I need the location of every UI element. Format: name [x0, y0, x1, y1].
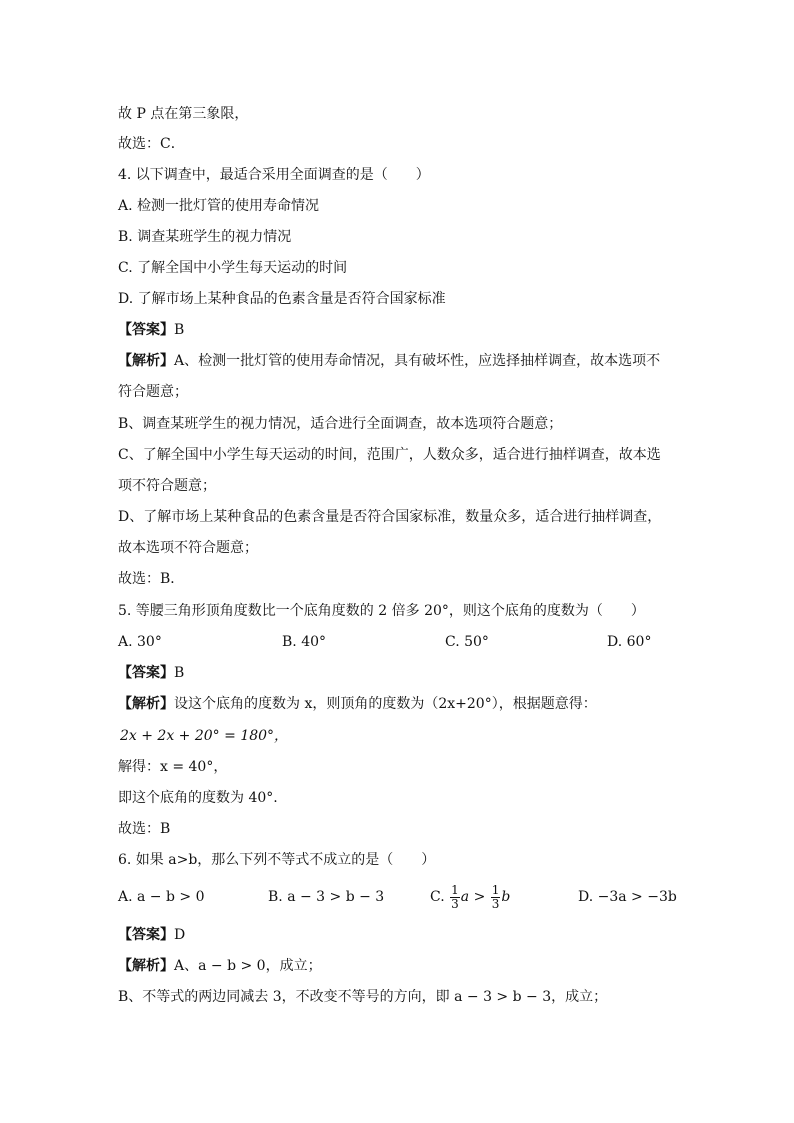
- fraction-denominator: 3: [491, 896, 500, 911]
- option-c-b: b: [501, 889, 511, 905]
- section-tag: 【答案】: [118, 322, 174, 338]
- question-4: 4. 以下调查中，最适合采用全面调查的是（ ）: [118, 167, 430, 183]
- option-b: B. a − 3 > b − 3: [268, 889, 385, 905]
- fraction-numerator: 1: [491, 882, 500, 897]
- question-6: 6. 如果 a>b，那么下列不等式不成立的是（ ）: [118, 852, 436, 868]
- fraction-numerator: 1: [451, 882, 459, 897]
- explanation-line: 项不符合题意；: [118, 478, 216, 494]
- explanation-line: C、了解全国中小学生每天运动的时间，范围广，人数众多，适合进行抽样调查，故本选: [118, 447, 661, 463]
- fraction-denominator: 3: [451, 896, 459, 911]
- option-b: B. 40°: [282, 634, 327, 650]
- answer-label: 【答案】B: [118, 322, 185, 338]
- section-tag: 【解析】: [118, 696, 174, 712]
- explanation-line: 【解析】A、a − b > 0，成立；: [118, 958, 322, 974]
- explanation-line: 故本选项不符合题意；: [118, 540, 258, 556]
- section-tag: 【答案】: [118, 665, 174, 681]
- fraction: [450, 884, 460, 911]
- option-b: B. 调查某班学生的视力情况: [118, 229, 292, 245]
- selection-line: 故选：B: [118, 821, 171, 837]
- equation-line: 解得：x = 40°，: [118, 759, 228, 775]
- option-d: D. 60°: [607, 634, 652, 650]
- section-tag: 【答案】: [118, 927, 174, 943]
- explanation-line: B、不等式的两边同减去 3，不改变不等号的方向，即 a − 3 > b − 3，成立；: [118, 989, 608, 1005]
- option-a: A. a − b > 0: [118, 889, 205, 905]
- question-5: 5. 等腰三角形顶角度数比一个底角度数的 2 倍多 20°，则这个底角的度数为（ ）: [118, 603, 645, 619]
- explanation-line: 【解析】设这个底角的度数为 x，则顶角的度数为（2x+20°），根据题意得：: [118, 696, 597, 712]
- option-a: A. 检测一批灯管的使用寿命情况: [118, 198, 320, 214]
- answer-label: 【答案】D: [118, 927, 186, 943]
- fraction: [491, 884, 501, 911]
- explanation-line: B、调查某班学生的视力情况，适合进行全面调查，故本选项符合题意；: [118, 416, 563, 432]
- section-tag: 【解析】: [118, 353, 174, 369]
- section-tag: 【解析】: [118, 958, 174, 974]
- equation-line: 2x + 2x + 20° = 180°，: [120, 728, 289, 744]
- option-d: D. 了解市场上某种食品的色素含量是否符合国家标准: [118, 291, 446, 307]
- selection-line: 故选：B．: [118, 571, 185, 587]
- text-line: 故 P 点在第三象限，: [118, 106, 249, 122]
- option-c-prefix: C.: [430, 889, 445, 905]
- option-c-a: a >: [460, 889, 486, 905]
- option-c: C. 50°: [445, 634, 489, 650]
- explanation-line: 即这个底角的度数为 40°.: [118, 790, 278, 806]
- explanation-line: 符合题意；: [118, 384, 188, 400]
- option-a: A. 30°: [118, 634, 162, 650]
- explanation-line: D、了解市场上某种食品的色素含量是否符合国家标准，数量众多，适合进行抽样调查，: [118, 509, 662, 525]
- option-c: C. 了解全国中小学生每天运动的时间: [118, 260, 348, 276]
- text-line: 故选：C．: [118, 136, 185, 152]
- option-d: D. −3a > −3b: [578, 889, 677, 905]
- answer-label: 【答案】B: [118, 665, 185, 681]
- explanation-line: 【解析】A、检测一批灯管的使用寿命情况，具有破坏性，应选择抽样调查，故本选项不: [118, 353, 661, 369]
- option-c: [430, 880, 510, 914]
